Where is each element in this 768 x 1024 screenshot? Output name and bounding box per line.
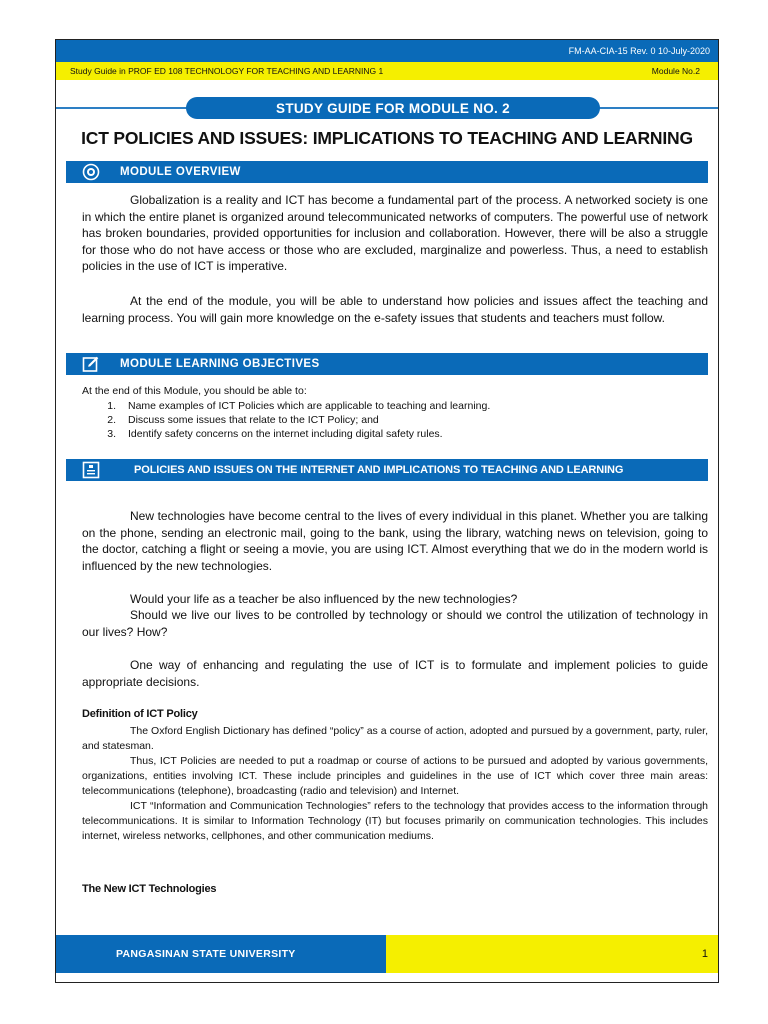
definition-heading: Definition of ICT Policy <box>82 708 198 720</box>
section-learning-objectives <box>66 353 708 375</box>
policies-paragraph-2: One way of enhancing and regulating the use of ICT is to formulate and implement policies to guide appropriate decisions. <box>82 658 708 689</box>
objectives-intro: At the end of this Module, you should be able to: <box>82 385 307 397</box>
study-guide-bar <box>56 62 718 80</box>
overview-text-2: At the end of the module, you will be able to understand how policies and issues affect the teaching and learning process. You will gain more knowledge on the e-safety issues that students and teachers must follow. <box>82 294 708 325</box>
policies-question-1: Would your life as a teacher be also influenced by the new technologies? <box>130 592 518 606</box>
university-name: PANGASINAN STATE UNIVERSITY <box>116 948 296 960</box>
list-item: 2. Discuss some issues that relate to the ICT Policy; and <box>107 414 379 426</box>
definition-paragraph-2: Thus, ICT Policies are needed to put a roadmap or course of actions to be pursued and adopted by various governments, organizations, entities involving ICT. These include principles and guidelines in the use of ICT which cover three main areas: telecommunications (telephone), broadcasting (radio and television) and Internet. <box>82 755 708 797</box>
section-heading: POLICIES AND ISSUES ON THE INTERNET AND IMPLICATIONS TO TEACHING AND LEARNING <box>134 464 624 476</box>
list-item: 1. Name examples of ICT Policies which are applicable to teaching and learning. <box>107 400 491 412</box>
section-heading: MODULE LEARNING OBJECTIVES <box>120 358 320 370</box>
footer-university <box>56 935 386 973</box>
form-code: FM-AA-CIA-15 Rev. 0 10-July-2020 <box>568 46 710 56</box>
search-badge-icon <box>82 163 100 181</box>
footer-page <box>386 935 718 973</box>
module-number: Module No.2 <box>651 66 700 76</box>
edit-icon <box>82 355 100 373</box>
overview-paragraph-1 <box>82 192 708 275</box>
list-item: 3. Identify safety concerns on the internet including digital safety rules. <box>107 428 443 440</box>
definition-paragraph-1: The Oxford English Dictionary has defined “policy” as a course of action, adopted and pursued by a government, party, ruler, and statesman. <box>82 725 708 752</box>
overview-text-1: Globalization is a reality and ICT has become a fundamental part of the process. A networked society is one in which the entire planet is organized around telecommunicated networks of computers. The powerful use of network has broken boundaries, provided opportunities for inclusion and collaboration. However, there will be also a struggle for those who do not have access or those who are excluded, marginalize and powerless. Thus, a need to establish policies in the use of ICT is imperative. <box>82 193 708 273</box>
policies-text-1: New technologies have become central to the lives of every individual in this planet. Whether you are talking on the phone, sending an electronic mail, going to the bank, using the library, watching news on television, going to the doctor, catching a flight or seeing a movie, you are using ICT. Almost everything that we do in the modern world is influenced by the new technologies. <box>82 509 708 573</box>
document-icon <box>82 461 100 479</box>
definition-paragraph-3: ICT “Information and Communication Technologies” refers to the technology that provides access to the information through telecommunications. It is similar to Information Technology (IT) but focuses primarily on communication technologies. This includes internet, wireless networks, cellphones, and other communication mediums. <box>82 800 708 842</box>
document-page <box>55 39 719 983</box>
section-module-overview <box>66 161 708 183</box>
form-code-bar <box>56 40 718 62</box>
page-number: 1 <box>701 948 708 960</box>
study-guide-title-pill <box>186 97 600 119</box>
study-guide-label: Study Guide in PROF ED 108 TECHNOLOGY FOR TEACHING AND LEARNING 1 <box>70 66 384 76</box>
policies-paragraph-1 <box>82 508 708 574</box>
section-heading: MODULE OVERVIEW <box>120 166 241 178</box>
section-policies-and-issues <box>66 459 708 481</box>
overview-paragraph-2 <box>82 293 708 326</box>
policies-question-2: Should we live our lives to be controlled by technology or should we control the utilization of technology in our lives? How? <box>82 608 708 639</box>
study-guide-title: STUDY GUIDE FOR MODULE NO. 2 <box>276 100 510 116</box>
new-ict-technologies-heading: The New ICT Technologies <box>82 883 217 895</box>
objectives-list <box>82 399 702 441</box>
page-title: ICT POLICIES AND ISSUES: IMPLICATIONS TO TEACHING AND LEARNING <box>81 128 693 148</box>
